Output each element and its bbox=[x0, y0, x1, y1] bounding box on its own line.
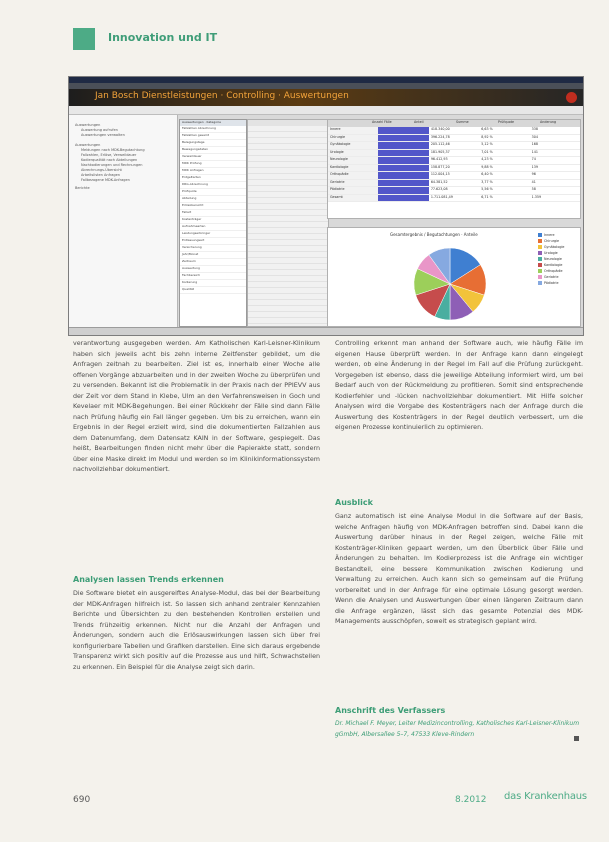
legend-label: Kardiologie bbox=[544, 263, 563, 267]
table-cell: Pädiatrie bbox=[328, 187, 378, 194]
table-cell: 58 bbox=[531, 187, 536, 191]
legend-swatch bbox=[538, 269, 542, 273]
dimension-list-item[interactable]: Bewegungsdaten bbox=[180, 147, 246, 154]
dimension-list-item[interactable]: Kostenträger bbox=[180, 217, 246, 224]
dimension-list-item[interactable]: Leistungserbringer bbox=[180, 231, 246, 238]
paragraph: Die Software bietet ein ausgereiftes Analyse-Modul, das bei der Bearbeitung der MDK-Anfragen hilfreich ist. So lassen sich anhand zentraler Kennzahlen Berichte und Übersichten zu den bestehenden Kontrollen erstellen und Trends frühzeitig erkennen. Nicht nur die Anzahl der Anfragen und Änderungen, sondern auch die Erlösauswirkungen lassen sich über frei konfigurierbare Tabellen und Grafiken darstellen. Eine sich daraus ergebende Transparenz wirkt sich positiv auf die Prozesse aus und hilft, Schwachstellen zu erkennen. Ein Beispiel für die Analyse zeigt sich darin. bbox=[73, 590, 320, 671]
table-row bbox=[328, 172, 580, 180]
author-address: Dr. Michael F. Meyer, Leiter Medizincontrolling, Katholisches Karl-Leisner-Klinikum gGmbH, Albersallee 5–7, 47533 Kleve-Rindern bbox=[335, 720, 580, 738]
table-header-cell[interactable]: Änderung bbox=[540, 120, 557, 124]
legend-swatch bbox=[538, 263, 542, 267]
paragraph: Controlling erkennt man anhand der Software auch, wie häufig Fälle im eigenen Hause überprüft werden. In der Anfrage kann dann eingelegt werden, ob eine Änderung in der Regel im Fall auf die Prüfung zurückgeht. Vorgegeben ist ebenso, dass die jeweilige Abteilung informiert wird, um bei Bedarf auch von der Rückmeldung zu profitieren. Somit sind entsprechende Kodierfehler und -lücken nachvollziehbar dokumentiert. Mit Hilfe solcher Analysen wird die Vorgabe des Kostenträgers nach der Anfrage durch die Auswertung des Kostenträgers in der Regel deutlich verbessert, um die eigenen Prozesse kontinuierlich zu optimieren. bbox=[335, 340, 583, 431]
dimension-list-item[interactable]: Qualität bbox=[180, 287, 246, 294]
heading-analysen: Analysen lassen Trends erkennen bbox=[73, 575, 224, 584]
table-cell: 8,92 % bbox=[481, 134, 493, 139]
table-cell: 1.711.081,49 bbox=[430, 194, 453, 199]
table-cell bbox=[378, 172, 428, 179]
dimension-list-item[interactable]: Jahr/Monat bbox=[180, 252, 246, 259]
table-cell: Gesamt bbox=[328, 195, 378, 202]
table-cell bbox=[378, 195, 428, 202]
filter-panel bbox=[247, 119, 329, 327]
screenshot-statusbar bbox=[69, 327, 583, 335]
table-cell: 168 bbox=[531, 142, 538, 146]
table-row bbox=[328, 165, 580, 173]
table-cell: 158.877,20 bbox=[430, 164, 450, 169]
table-row bbox=[328, 135, 580, 143]
table-header-cell[interactable]: Prüfquote bbox=[498, 120, 515, 124]
dimension-list-item[interactable]: Entgeltarten bbox=[180, 175, 246, 182]
table-cell bbox=[378, 165, 428, 172]
table-cell bbox=[378, 142, 428, 149]
table-cell: 396.224,78 bbox=[430, 134, 450, 139]
section-color-marker bbox=[73, 28, 95, 50]
dimension-list-item[interactable]: Erlösübersicht bbox=[180, 203, 246, 210]
table-cell: 74 bbox=[531, 157, 536, 161]
legend-label: Pädiatrie bbox=[544, 281, 559, 285]
column-right-text-2 bbox=[335, 512, 583, 628]
legend-label: Chirurgie bbox=[544, 239, 560, 243]
app-logo-icon bbox=[566, 92, 577, 103]
tree-item: Berichte bbox=[75, 186, 90, 190]
dimension-list-item[interactable]: Verweildauer bbox=[180, 154, 246, 161]
dimension-list-item[interactable]: Fallzahlen gesamt bbox=[180, 133, 246, 140]
chart-title: Gesamtergebnis / Begutachtungen · Anteile bbox=[390, 232, 478, 237]
navigation-tree bbox=[69, 115, 178, 329]
table-cell: 96.412,93 bbox=[430, 157, 448, 161]
legend-swatch bbox=[538, 233, 542, 237]
table-header-cell[interactable] bbox=[328, 120, 370, 127]
table-cell: 4,23 % bbox=[481, 157, 493, 161]
table-cell: Urologie bbox=[328, 150, 378, 157]
table-cell: 9,88 % bbox=[481, 164, 493, 169]
dimension-list-item[interactable]: Fachbereich bbox=[180, 273, 246, 280]
table-cell: 6,40 % bbox=[481, 172, 493, 176]
table-cell: 7,01 % bbox=[481, 149, 493, 154]
table-cell: 41 bbox=[531, 179, 536, 184]
table-row bbox=[328, 142, 580, 150]
table-cell: 3,77 % bbox=[481, 179, 493, 184]
legend-label: Orthopädie bbox=[544, 269, 563, 273]
table-header-cell[interactable]: Anzahl Fälle bbox=[372, 120, 392, 124]
table-row bbox=[328, 127, 580, 135]
table-cell: 205.112,46 bbox=[430, 142, 450, 146]
table-cell: 64.381,52 bbox=[430, 179, 448, 184]
heading-anschrift: Anschrift des Verfassers bbox=[335, 706, 446, 715]
tree-item: Fallbezogene MDK-Anfragen bbox=[81, 178, 130, 182]
table-cell: Neurologie bbox=[328, 157, 378, 164]
table-cell: 139 bbox=[531, 164, 538, 169]
table-cell: Gynäkologie bbox=[328, 142, 378, 149]
tree-item: Auswertungen verwalten bbox=[81, 133, 125, 137]
issue-number: 8.2012 bbox=[455, 795, 487, 805]
dimension-list-item[interactable]: Aufnahmearten bbox=[180, 224, 246, 231]
dimension-list-item[interactable]: Kodierung bbox=[180, 280, 246, 287]
legend-swatch bbox=[538, 257, 542, 261]
table-cell: 5,12 % bbox=[481, 142, 493, 146]
pie-chart-panel bbox=[327, 227, 581, 327]
page-number: 690 bbox=[73, 795, 91, 805]
legend-swatch bbox=[538, 245, 542, 249]
table-cell: 96 bbox=[531, 172, 536, 176]
chart-legend bbox=[538, 232, 576, 302]
article-end-mark bbox=[574, 736, 579, 741]
dimension-list-item[interactable]: Entlassungsart bbox=[180, 238, 246, 245]
dimension-list-item[interactable]: MDK Anfragen bbox=[180, 168, 246, 175]
dimension-list-item[interactable]: Fallart bbox=[180, 210, 246, 217]
magazine-brand: das Krankenhaus bbox=[504, 791, 587, 802]
legend-label: Gynäkologie bbox=[544, 245, 565, 249]
legend-swatch bbox=[538, 275, 542, 279]
dimension-list-item[interactable]: MDK Prüfung bbox=[180, 161, 246, 168]
table-cell bbox=[378, 157, 428, 164]
column-left-text-2 bbox=[73, 589, 320, 673]
table-row bbox=[328, 187, 580, 195]
table-cell: 6,63 % bbox=[481, 127, 493, 131]
tree-item: Abrechnungs-Übersicht bbox=[81, 168, 122, 172]
tree-item: Arbeitslisten Anfragen bbox=[81, 173, 121, 177]
table-cell: 304 bbox=[531, 134, 538, 139]
table-cell: 418.340,00 bbox=[430, 127, 450, 131]
legend-label: Neurologie bbox=[544, 257, 562, 261]
legend-swatch bbox=[538, 239, 542, 243]
table-cell: 141 bbox=[531, 149, 538, 154]
table-cell: Geriatrie bbox=[328, 180, 378, 187]
dimension-list-item[interactable]: Belegungstage bbox=[180, 140, 246, 147]
dimension-list-header: Auswertungen · Kategorie bbox=[180, 120, 246, 126]
paragraph: verantwortung ausgegeben werden. Am Katholischen Karl-Leisner-Klinikum haben sich jeweils acht bis zehn interne Zeitfenster gebildet, um die Anfragen zeitnah zu bearbeiten. Ziel ist es, innerhalb einer Woche alle offenen Vorgänge abzuarbeiten und in der zweiten Woche zu überprüfen und zu versenden. Bekannt ist die Problematik in der Praxis nach der PPIEVV aus der Zeit vor dem Stand in Klebe, Ulm an den Verfahrensweisen in Goch und Kevelaer mit MDK-Begehungen. Bei einer Rückkehr der Fälle sind dann Fälle nach Prüfung häufig ein Fall länger gegeben. Um bis zu erreichen, wann ein Ergebnis in der Regel erzielt wird, sind die dokumentierten Fallzahlen aus dem Datenumfang, dem Datensatz KAIN in der Software, gespiegelt. Das heißt, Bearbeitungen finden nicht mehr über die Papierakte statt, sondern über eine Maske direkt im Modul und werden so im Klinikinformationssystem nachvollziehbar dokumentiert. bbox=[73, 340, 320, 473]
screenshot-banner bbox=[69, 89, 583, 106]
table-cell bbox=[378, 187, 428, 194]
table-cell: Kardiologie bbox=[328, 165, 378, 172]
table-row bbox=[328, 195, 580, 203]
tree-item: Auswertungen bbox=[75, 123, 101, 127]
table-cell bbox=[378, 150, 428, 157]
dimension-list-item[interactable]: Versicherung bbox=[180, 245, 246, 252]
heading-ausblick: Ausblick bbox=[335, 498, 373, 507]
tree-item: Kodierqualität nach Abteilungen bbox=[81, 158, 138, 162]
legend-item bbox=[538, 280, 576, 286]
column-left-text bbox=[73, 339, 320, 476]
table-row bbox=[328, 150, 580, 158]
legend-label: Innere bbox=[544, 233, 555, 237]
table-cell bbox=[378, 180, 428, 187]
table-cell: 77.623,08 bbox=[430, 187, 448, 191]
tree-item: Auswertung aufrufen bbox=[81, 128, 118, 132]
tree-item: Auswertungen bbox=[75, 143, 101, 147]
table-cell: Orthopädie bbox=[328, 172, 378, 179]
screenshot-toolbar bbox=[69, 106, 583, 115]
table-row bbox=[328, 180, 580, 188]
dimension-list-item[interactable]: Abteilung bbox=[180, 196, 246, 203]
dimension-list bbox=[179, 119, 247, 327]
column-right-text bbox=[335, 339, 583, 434]
dimension-list-item[interactable]: Zeitraum bbox=[180, 259, 246, 266]
legend-label: Geriatrie bbox=[544, 275, 559, 279]
paragraph: Ganz automatisch ist eine Analyse Modul in die Software auf der Basis, welche Anfragen häufig von MDK-Anfragen betroffen sind. Dabei kann die Auswertung darüber hinaus in der Regel zeigen, welche Fälle mit Kostenträger-Kliniken gepaart werden, um den Überblick über Fälle und Änderungen zu behalten. Im Kodierprozess ist die Anfrage ein wichtiger Bestandteil, eine bessere Kommunikation zwischen Kodierung und Verwaltung zu erreichen. Auch kann sich so gemeinsam auf die Prüfung vorbereitet und in der Anfrage für eine optimale Lösung gesorgt werden. Wenn die Analysen und Auswertungen über einen längeren Zeitraum dann die Anfrage ergänzen, lässt sich das gesamte Potenzial des MDK-Managements ausschöpfen, soweit es strategisch geplant wird. bbox=[335, 513, 583, 625]
table-cell bbox=[378, 135, 428, 142]
table-header-cell[interactable]: Summe bbox=[456, 120, 469, 124]
table-cell: 6,71 % bbox=[481, 194, 493, 199]
dimension-list-item[interactable]: Prüfquote bbox=[180, 189, 246, 196]
table-cell: 5,56 % bbox=[481, 187, 493, 191]
section-title: Innovation und IT bbox=[108, 31, 218, 44]
tree-item: Nachkodierungen und Rechnungen bbox=[81, 163, 143, 167]
table-cell: Innere bbox=[328, 127, 378, 134]
legend-swatch bbox=[538, 251, 542, 255]
software-screenshot bbox=[68, 76, 584, 336]
dimension-list-item[interactable]: DRG-Abrechnung bbox=[180, 182, 246, 189]
table-cell: Chirurgie bbox=[328, 135, 378, 142]
table-header-cell[interactable]: Anteil bbox=[414, 120, 424, 124]
dimension-list-item[interactable]: Auswertung bbox=[180, 266, 246, 273]
legend-swatch bbox=[538, 281, 542, 285]
table-cell: 338 bbox=[531, 127, 538, 131]
table-cell: 181.905,37 bbox=[430, 149, 450, 154]
tree-item: Fallzahlen, Erlöse, Verweildauer bbox=[81, 153, 137, 157]
dimension-list-item[interactable]: Fallzahlen Abrechnung bbox=[180, 126, 246, 133]
results-table bbox=[327, 119, 581, 219]
table-cell: 112.004,15 bbox=[430, 172, 450, 176]
table-cell bbox=[378, 127, 428, 134]
legend-label: Urologie bbox=[544, 251, 558, 255]
table-row bbox=[328, 157, 580, 165]
table-cell: 1.359 bbox=[531, 194, 542, 199]
tree-item: Meldungen nach MDK-Begutachtung bbox=[81, 148, 145, 152]
screenshot-banner-title: Jan Bosch Dienstleistungen · Controlling · Auswertungen bbox=[95, 91, 349, 101]
